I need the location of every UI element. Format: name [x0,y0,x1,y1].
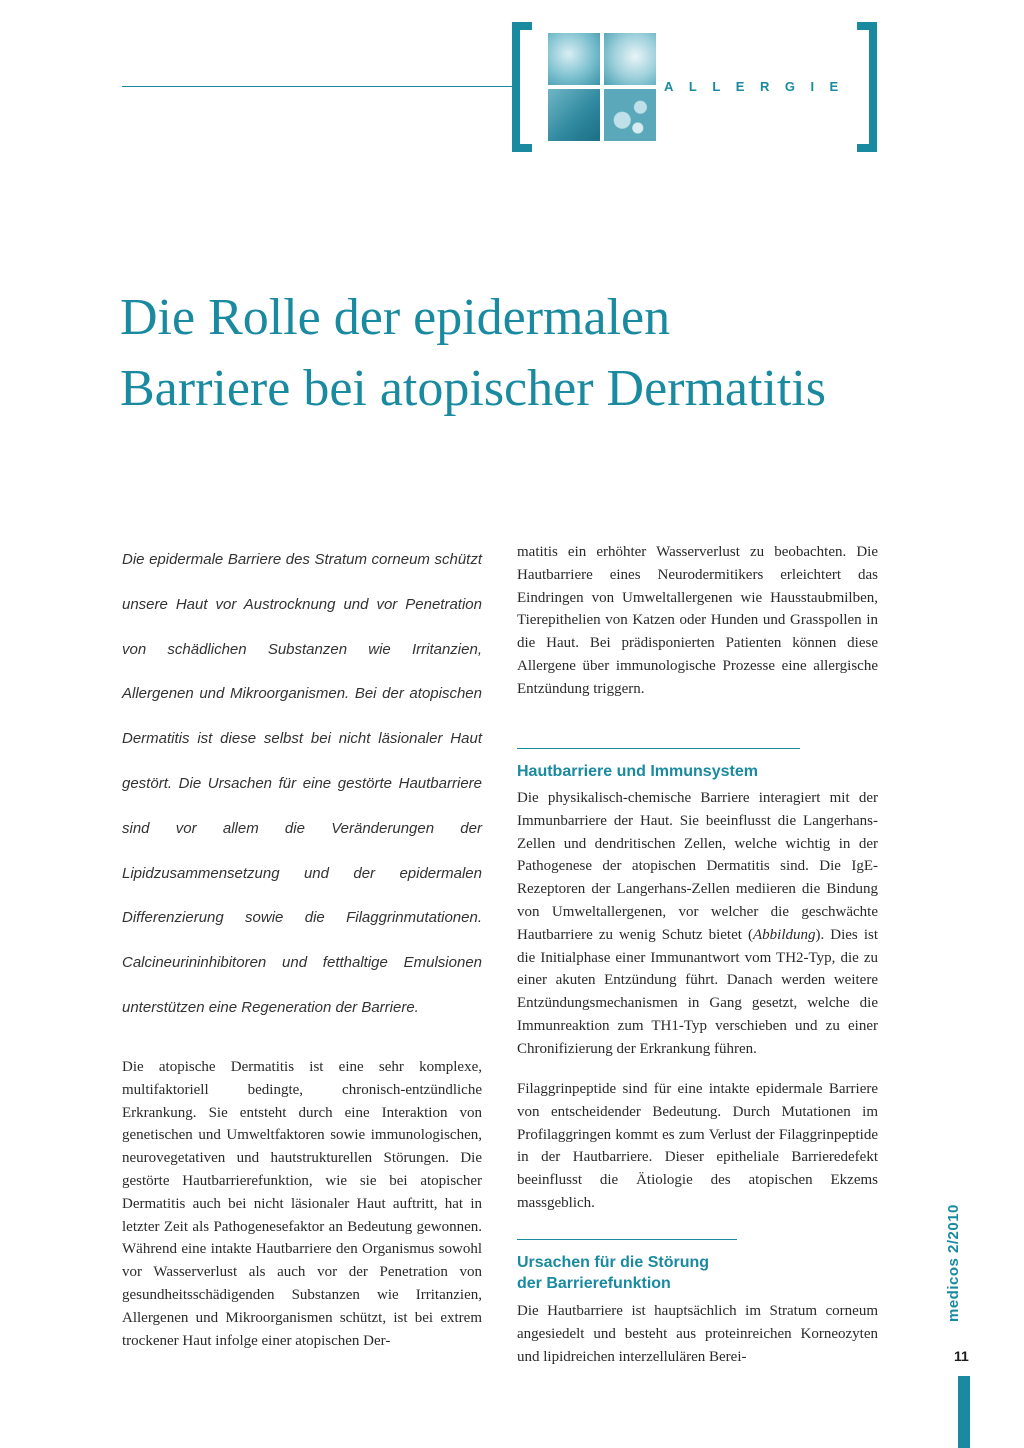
nature-photo-icon [548,33,600,85]
section-image-collage [548,33,656,141]
journal-issue: medicos 2/2010 [945,1204,962,1322]
subheading-line: der Barrierefunktion [517,1275,671,1292]
page-number: 11 [954,1348,969,1364]
body-paragraph-right-4: Die Hautbarriere ist hauptsächlich im Stratum corneum angesiedelt und besteht aus proteinreichen Korneozyten und lipidreichen interzellulären Berei- [517,1303,878,1365]
body-paragraph-right-2 [517,787,878,1061]
subheading-immune-system: Hautbarriere und Immunsystem [517,763,758,780]
body-paragraph-right-3: Filaggrinpeptide sind für eine intakte epidermale Barriere von entscheidender Bedeutung. Durch Mutationen im Profilaggringen kommt es zum Verlust der Filaggrinpeptide in der Hautbarriere. Dieser epitheliale Barrieredefekt beeinflusst die Ätiologie des atopischen Ekzems massgeblich. [517,1081,878,1211]
subheading-barrier-causes [517,1252,709,1294]
pollen-photo-icon [604,89,656,141]
article-title: Die Rolle der epidermalen Barriere bei atopischer Dermatitis [120,289,827,417]
subheading-line: Ursachen für die Störung [517,1254,710,1271]
side-color-bar [958,1376,970,1448]
header-rule [122,86,512,87]
body-paragraph-left: Die atopische Dermatitis ist eine sehr komplexe, multifaktoriell bedingte, chronisch-entzündliche Erkrankung. Sie entsteht durch eine Interaktion von genetischen und Umweltfaktoren sowie immunologischen, neurovegetativen und hautstrukturellen Störungen. Die gestörte Hautbarrierefunktion, wie sie bei atopischer Dermatitis auch bei nicht läsionaler Haut auftritt, hat in letzter Zeit als Pathogenesefaktor an Bedeutung gewonnen. Während eine intakte Hautbarriere den Organismus sowohl vor Wasserverlust als auch vor der Penetration von gesundheitsschädigenden Substanzen wie Irritanzien, Allergenen und Mikroorganismen schützt, ist bei extrem trockener Haut infolge einer atopischen Der- [122,1059,482,1349]
body-paragraph-right-1: matitis ein erhöhter Wasserverlust zu beobachten. Die Hautbarriere eines Neurodermitikers erleichtert das Eindringen von Umweltallergenen wie Hausstaubmilben, Tierepithelien von Katzen oder Hunden und Grasspollen in die Haut. Bei prädisponierten Patienten können diese Allergene über immunologische Prozesse eine allergische Entzündung triggern. [517,544,878,697]
body-text-part: ). Dies ist die Initialphase einer Immunantwort vom TH2-Typ, die zu einer akuten Entzündung führt. Danach werden weitere Entzündungsmechanismen in Gang gesetzt, welche die Immunreaktion zum TH1-Typ verschieben und zu einer Chronifizierung der Erkrankung führen. [517,926,878,1057]
body-text-part: Die physikalisch-chemische Barriere interagiert mit der Immunbarriere der Haut. Sie beeinflusst die Langerhans-Zellen und dendritischen Zellen, welche wichtig in der Pathogenese der atopischen Dermatitis sind. Die IgE-Rezeptoren der Langerhans-Zellen mediieren die Bindung von Umweltallergenen, vor welcher die geschwächte Hautbarriere zu wenig Schutz bietet ( [517,790,878,943]
plant-photo-icon [548,89,600,141]
right-bracket [857,22,877,152]
section-divider-1 [517,748,800,749]
animal-photo-icon [604,33,656,85]
article-lead: Die epidermale Barriere des Stratum corneum schützt unsere Haut vor Austrocknung und vor Penetration von schädlichen Substanzen wie Irritanzien, Allergenen und Mikroorganismen. Bei der atopischen Dermatitis ist diese selbst bei nicht läsionaler Haut gestört. Die Ursachen für eine gestörte Hautbarriere sind vor allem die Veränderungen der Lipidzusammensetzung und der epidermalen Differenzierung sowie die Filaggrinmutationen. Calcineurininhibitoren und fetthaltige Emulsionen unterstützen eine Regeneration der Barriere. [122,551,482,1016]
section-label: ALLERGIE [664,79,854,94]
section-divider-2 [517,1239,737,1240]
left-bracket [512,22,532,152]
figure-reference: Abbildung [752,926,816,943]
